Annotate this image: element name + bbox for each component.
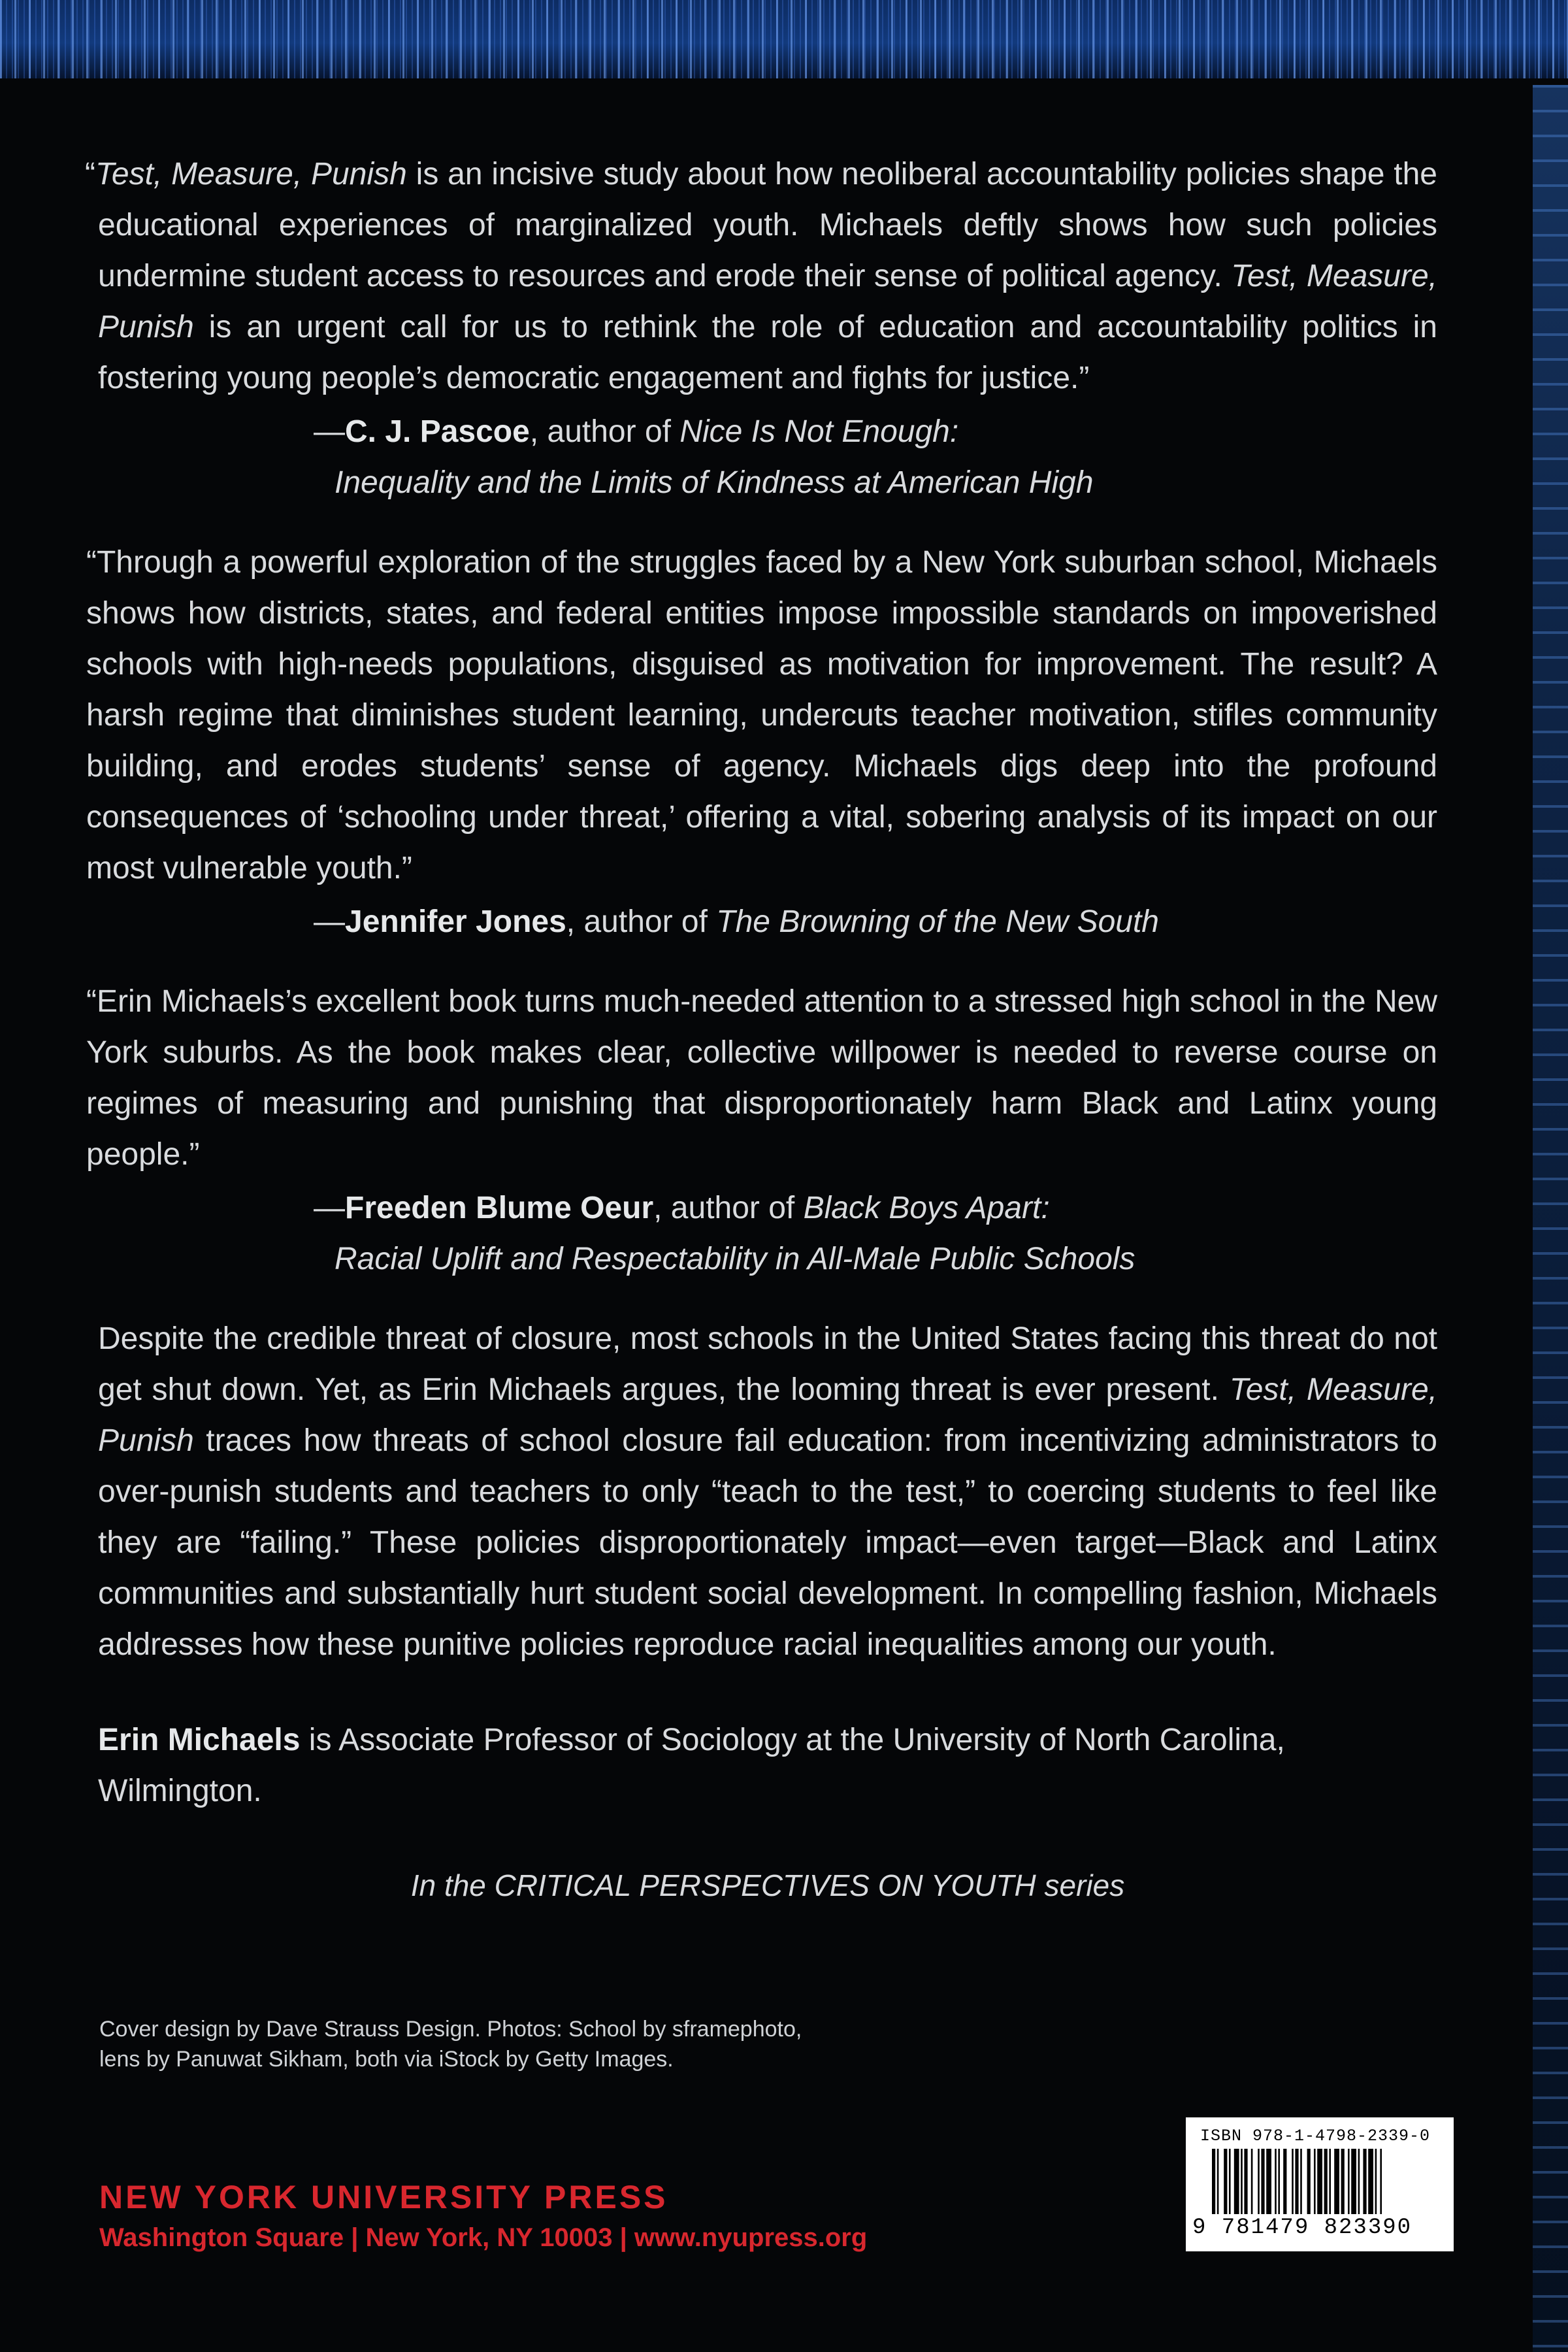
barcode-bar: [1278, 2149, 1280, 2214]
barcode-bar: [1234, 2149, 1239, 2214]
barcode-bar: [1241, 2149, 1243, 2214]
cover-photo-strip-right: [1533, 85, 1568, 2352]
dash: —: [314, 1191, 345, 1225]
barcode-bar: [1217, 2149, 1219, 2214]
blurb-quote: [85, 149, 1438, 404]
isbn-number: ISBN 978-1-4798-2339-0: [1200, 2127, 1431, 2145]
barcode-bar: [1317, 2149, 1322, 2214]
barcode-bar: [1375, 2149, 1377, 2214]
barcode-bar: [1380, 2149, 1382, 2214]
publisher-name: NEW YORK UNIVERSITY PRESS: [99, 2179, 668, 2215]
barcode-bar: [1229, 2149, 1231, 2214]
barcode-bar: [1300, 2149, 1302, 2214]
author-book-subtitle: Racial Uplift and Respectability in All-Male Public Schools: [335, 1242, 1135, 1276]
blurb-quote: “Erin Michaels’s excellent book turns much-needed attention to a stressed high school in the New York suburbs. As the book makes clear, collective willpower is needed to reverse course on regimes of measuring and punishing that disproportionately harm Black and Latinx young people.”: [86, 984, 1437, 1172]
blurb-1: [85, 149, 1438, 508]
barcode-bar: [1295, 2149, 1298, 2214]
credits-line: lens by Panuwat Sikham, both via iStock by Getty Images.: [99, 2047, 674, 2072]
blurb-attribution: [314, 406, 1437, 508]
barcode-bar: [1283, 2149, 1286, 2214]
author-book-title: Black Boys Apart:: [803, 1191, 1050, 1225]
description-text: Despite the credible threat of closure, most schools in the United States facing this threat do not get shut down. Yet, as Erin Michaels argues, the looming threat is ever present.: [98, 1321, 1437, 1407]
attr-connector: , author of: [653, 1191, 804, 1225]
blurb-quote: “Through a powerful exploration of the struggles faced by a New York suburban school, Michaels shows how districts, states, and federal entities impose impossible standards on impoverished schools with high-needs populations, disguised as motivation for improvement. The result? A harsh regime that diminishes student learning, undercuts teacher motivation, stifles community building, and erodes students’ sense of agency. Michaels digs deep into the profound consequences of ‘schooling under threat,’ offering a vital, sobering analysis of its impact on our most vulnerable youth.”: [86, 545, 1437, 886]
barcode-bar: [1261, 2149, 1264, 2214]
publisher-block: [99, 2176, 867, 2257]
barcode-bar: [1351, 2149, 1356, 2214]
blurb-author: Jennifer Jones: [345, 904, 566, 939]
series-name: CRITICAL PERSPECTIVES ON YOUTH: [494, 1868, 1036, 1902]
barcode-bar: [1275, 2149, 1277, 2214]
dash: —: [314, 904, 345, 939]
publisher-address: Washington Square | New York, NY 10003 | www.nyupress.org: [99, 2223, 868, 2252]
barcode-bar: [1314, 2149, 1316, 2214]
book-title-italic: Test, Measure, Punish: [98, 259, 1438, 344]
ean-number: 9 781479 823390: [1192, 2215, 1413, 2240]
author-bio: [98, 1715, 1437, 1817]
description-text: traces how threats of school closure fail education: from incentivizing administrators to over-punish students and teachers to only “teach to the test,” to coercing students to feel like they are “failing.” These policies disproportionately impact—even target—Black and Latinx communities and substantially hurt student social development. In compelling fashion, Michaels addresses how these punitive policies reproduce racial inequalities among our youth.: [98, 1423, 1437, 1662]
book-title-italic: Test, Measure, Punish: [95, 157, 407, 191]
barcode-bar: [1244, 2149, 1247, 2214]
series-line: [98, 1860, 1437, 1911]
credits-line: Cover design by Dave Strauss Design. Photos: School by sframephoto,: [99, 2017, 802, 2042]
author-book-title: The Browning of the New South: [716, 904, 1159, 939]
back-cover-text: [85, 149, 1438, 1911]
book-title-italic: Test, Measure, Punish: [98, 1372, 1438, 1458]
cover-credits: [99, 2014, 949, 2074]
cover-photo-strip-top: [0, 0, 1568, 78]
series-prefix: In the: [410, 1868, 495, 1902]
author-book-title: Nice Is Not Enough:: [679, 414, 959, 449]
book-description: [98, 1314, 1437, 1670]
author-name: Erin Michaels: [98, 1723, 301, 1757]
series-suffix: series: [1036, 1868, 1125, 1902]
barcode-bar: [1341, 2149, 1345, 2214]
barcode-bar: [1212, 2149, 1215, 2214]
barcode-bar: [1224, 2149, 1227, 2214]
blurb-2: [86, 537, 1437, 948]
blurb-3: [86, 976, 1437, 1285]
isbn-barcode: [1186, 2117, 1454, 2251]
quote-text: is an incisive study about how neoliberal accountability policies shape the educational experiences of marginalized youth. Michaels deftly shows how such policies undermine student access to resources and erode their sense of political agency.: [98, 157, 1437, 293]
barcode-bar: [1266, 2149, 1271, 2214]
blurb-attribution: [314, 1183, 1437, 1285]
barcode-bar: [1348, 2149, 1350, 2214]
quote-open: “: [85, 157, 95, 191]
dash: —: [314, 414, 345, 449]
barcode-bar: [1358, 2149, 1360, 2214]
attr-connector: , author of: [566, 904, 717, 939]
barcode-bar: [1292, 2149, 1294, 2214]
blurb-attribution: [314, 897, 1437, 948]
barcode-bar: [1334, 2149, 1339, 2214]
barcode-bar: [1368, 2149, 1373, 2214]
barcode-bar: [1324, 2149, 1328, 2214]
author-bio-text: is Associate Professor of Sociology at the University of North Carolina, Wilmington.: [98, 1723, 1285, 1808]
author-book-subtitle: Inequality and the Limits of Kindness at American High: [335, 465, 1094, 500]
barcode-bar: [1251, 2149, 1253, 2214]
barcode-bars-icon: [1212, 2149, 1434, 2214]
barcode-bar: [1258, 2149, 1260, 2214]
blurb-author: Freeden Blume Oeur: [345, 1191, 654, 1225]
barcode-bar: [1307, 2149, 1311, 2214]
barcode-bar: [1329, 2149, 1331, 2214]
attr-connector: , author of: [529, 414, 680, 449]
barcode-bar: [1363, 2149, 1366, 2214]
quote-text: is an urgent call for us to rethink the role of education and accountability politics in fostering young people’s democratic engagement and fights for justice.”: [98, 310, 1437, 395]
blurb-author: C. J. Pascoe: [345, 414, 530, 449]
